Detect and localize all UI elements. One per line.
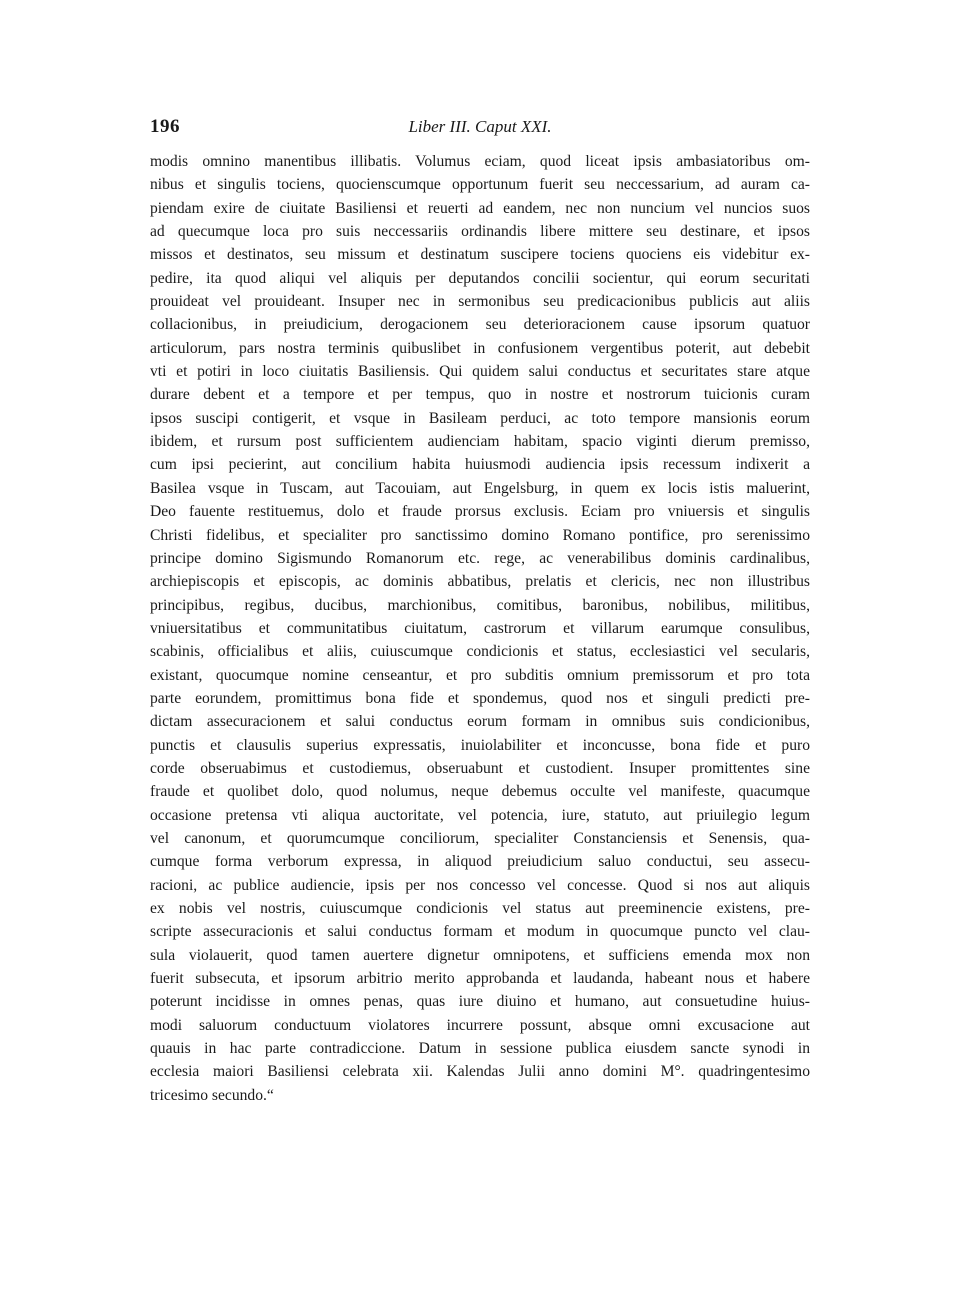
text-line: dictam assecuracionem et salui conductus eorum formam in omnibus suis condicionibus, [150,713,810,731]
text-line: fuerit subsecuta, et ipsorum arbitrio merito approbanda et laudanda, habeant nous et habere [150,970,810,988]
text-line: scabinis, officialibus et aliis, cuiuscumque condicionis et status, ecclesiastici vel secularis, [150,643,810,661]
text-line: ipsos suscipi contigerit, et vsque in Basileam perduci, ac toto tempore mansionis eorum [150,409,810,427]
text-line: prouideat vel prouideant. Insuper nec in sermonibus seu predicacionibus publicis aut aliis [150,293,810,311]
page-number: 196 [150,116,180,137]
text-line: scripte assecuracionis et salui conductus formam et modum in quocumque puncto vel clau- [150,923,810,941]
text-line: cumque forma verborum expressa, in aliquod preiudicium saluo conductui, seu assecu- [150,853,810,871]
text-line: ecclesia maiori Basiliensi celebrata xii. Kalendas Julii anno domini M°. quadringentesimo [150,1063,810,1081]
text-line: modis omnino manentibus illibatis. Volumus eciam, quod liceat ipsis ambasiatoribus om- [150,153,810,170]
text-line: pedire, ita quod aliqui vel aliquis per deputandos concilii socientur, qui eorum securitati [150,269,810,287]
document-page [150,116,810,1107]
text-line-last: tricesimo secundo.“ [150,1086,274,1104]
text-line: fraude et quolibet dolo, quod nolumus, neque debemus occulte vel manifeste, quacumque [150,783,810,801]
text-line: parte eorundem, promittimus bona fide et spondemus, quod nos et singuli predicti pre- [150,689,810,707]
text-line: missos et destinatos, seu missum et destinatum suscipere tociens quociens eis videbitur ex- [150,246,810,264]
text-line: principibus, regibus, ducibus, marchionibus, comitibus, baronibus, nobilibus, militibus, [150,596,810,614]
text-line: ex nobis vel nostris, cuiuscumque condicionis vel status aut preeminencie existens, pre- [150,900,810,917]
body-text [150,150,810,1107]
text-line: sula violauerit, quod tamen auertere dignetur omnipotens, et sufficiens emenda mox non [150,946,810,964]
text-line: Christi fidelibus, et specialiter pro sanctissimo domino Romano pontifice, pro serenissimo [150,526,810,544]
text-line: collacionibus, in preiudicium, derogacionem seu deterioracionem cause ipsorum quatuor [150,316,810,334]
text-line: vniuersitatibus et communitatibus ciuitatum, castrorum et villarum earumque consulibus, [150,619,810,637]
text-line: punctis et clausulis superius expressatis, inuiolabiliter et inconcusse, bona fide et puro [150,736,810,754]
text-line: Deo fauente restituemus, dolo et fraude prorsus exclusis. Eciam pro vniuersis et singulis [150,503,810,521]
text-line: modi saluorum conductuum violatores incurrere possunt, absque omni excusacione aut [150,1016,810,1034]
text-line: occasione pretensa vti aliqua auctoritate, vel potencia, iure, statuto, aut priuilegio legum [150,806,810,824]
text-line: principe domino Sigismundo Romanorum etc. rege, ac venerabilibus dominis cardinalibus, [150,549,810,567]
text-line: cum ipsi pecierint, aut concilium habita huiusmodi audiencia ipsis recessum indixerit a [150,456,810,474]
text-line: durare debent et a tempore et per tempus, quo in nostre et nostrorum tuicionis curam [150,386,810,404]
running-head [150,116,810,150]
text-line: racioni, ac publice audiencie, ipsis per nos concesso vel concesse. Quod si nos aut aliquis [150,876,810,894]
text-line: quauis in hac parte contradiccione. Datum in sessione publica eiusdem sancte synodi in [150,1040,810,1058]
text-line: existant, quocumque nomine censeantur, et pro subditis omnium premissorum et pro tota [150,666,810,684]
text-line: ibidem, et rursum post sufficientem audienciam habitam, spacio viginti dierum premisso, [150,433,810,451]
text-line: poterunt incidisse in omnes penas, quas iure diuino et humano, aut consuetudine huius- [150,993,810,1011]
text-line: vel canonum, et quorumcumque conciliorum, specialiter Constanciensis et Senensis, qua- [150,829,810,847]
text-line: piendam exire de ciuitate Basiliensi et reuerti ad eandem, nec non nuncium vel nuncios suos [150,199,810,217]
text-line: nibus et singulis tociens, quocienscumque opportunum fuerit seu neccessarium, ad auram ca- [150,176,810,194]
text-line: corde obseruabimus et custodiemus, obseruabunt et custodient. Insuper promittentes sine [150,759,810,777]
text-line: Basilea vsque in Tuscam, aut Tacouiam, aut Engelsburg, in quem ex locis istis maluerint, [150,479,810,497]
running-title: Liber III. Caput XXI. [408,117,552,136]
text-line: vti et potiri in loco ciuitatis Basiliensis. Qui quidem salui conductus et securitates stare atque [150,363,810,381]
text-line: ad quecumque loca pro suis neccessariis ordinandis libere mittere seu destinare, et ipsos [150,223,810,241]
text-line: archiepiscopis et episcopis, ac dominis abbatibus, prelatis et clericis, nec non illustribus [150,573,810,591]
text-line: articulorum, pars nostra terminis quibuslibet in confusionem vergentibus poterit, aut debebit [150,339,810,357]
